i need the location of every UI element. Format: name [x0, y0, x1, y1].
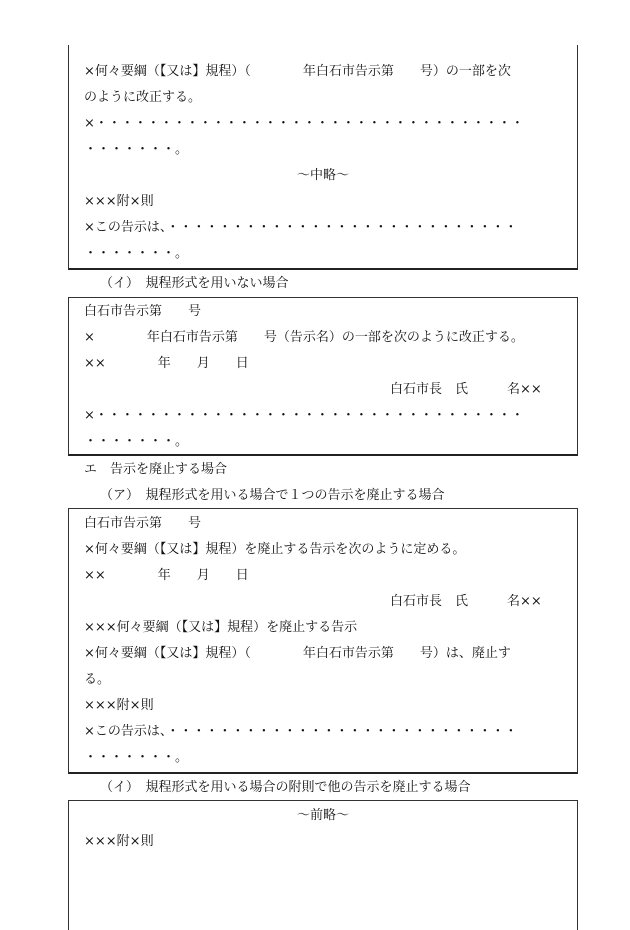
- box2-line-6: ・・・・・・・。: [84, 434, 189, 449]
- box1-line-3: ×・・・・・・・・・・・・・・・・・・・・・・・・・・・・・・・・・: [84, 116, 524, 131]
- example-box-2: [68, 297, 578, 456]
- box3-date: ×× 年 月 日: [84, 568, 249, 583]
- box3-mayor-signature: 白石市長 氏 名××: [390, 594, 542, 609]
- box2-line-5: ×・・・・・・・・・・・・・・・・・・・・・・・・・・・・・・・・・: [84, 408, 524, 423]
- box2-mayor-signature: 白石市長 氏 名××: [390, 382, 542, 397]
- box1-omitted-middle: 〜中略〜: [296, 168, 349, 183]
- section-heading-a-one-notice: （ア） 規程形式を用いる場合で１つの告示を廃止する場合: [100, 488, 445, 503]
- box1-supplementary-heading: ×××附×則: [84, 194, 154, 209]
- box2-line-2: × 年白石市告示第 号（告示名）の一部を次のように改正する。: [84, 330, 524, 345]
- section-heading-e-abolish: エ 告示を廃止する場合: [84, 462, 228, 477]
- box4-omitted-front: 〜前略〜: [296, 808, 349, 823]
- box4-supplementary-heading: ×××附×則: [84, 834, 154, 849]
- box1-line-7: ×この告示は、・・・・・・・・・・・・・・・・・・・・・・・・・・・: [84, 220, 518, 235]
- box3-notice-number: 白石市告示第 号: [84, 516, 202, 531]
- box1-line-2: のように改正する。: [84, 90, 202, 105]
- box3-line-9: ×この告示は、・・・・・・・・・・・・・・・・・・・・・・・・・・・: [84, 724, 518, 739]
- box2-notice-number: 白石市告示第 号: [84, 304, 202, 319]
- box3-line-2: ×何々要綱（【又は】規程）を廃止する告示を次のように定める。: [84, 542, 466, 557]
- box1-line-8: ・・・・・・・。: [84, 246, 189, 261]
- box3-line-6: ×何々要綱（【又は】規程）（ 年白石市告示第 号）は、廃止す: [84, 646, 511, 661]
- box2-date: ×× 年 月 日: [84, 356, 249, 371]
- box3-supplementary-heading: ×××附×則: [84, 698, 154, 713]
- box1-line-1: ×何々要綱（【又は】規程）（ 年白石市告示第 号）の一部を次: [84, 64, 511, 79]
- box3-line-7: る。: [84, 672, 111, 687]
- box3-notice-title: ×××何々要綱（【又は】規程）を廃止する告示: [84, 620, 358, 635]
- section-heading-i-supplementary: （イ） 規程形式を用いる場合の附則で他の告示を廃止する場合: [100, 780, 471, 795]
- section-heading-i-no-regulation: （イ） 規程形式を用いない場合: [100, 276, 289, 291]
- box3-line-10: ・・・・・・・。: [84, 750, 189, 765]
- box1-line-4: ・・・・・・・。: [84, 142, 189, 157]
